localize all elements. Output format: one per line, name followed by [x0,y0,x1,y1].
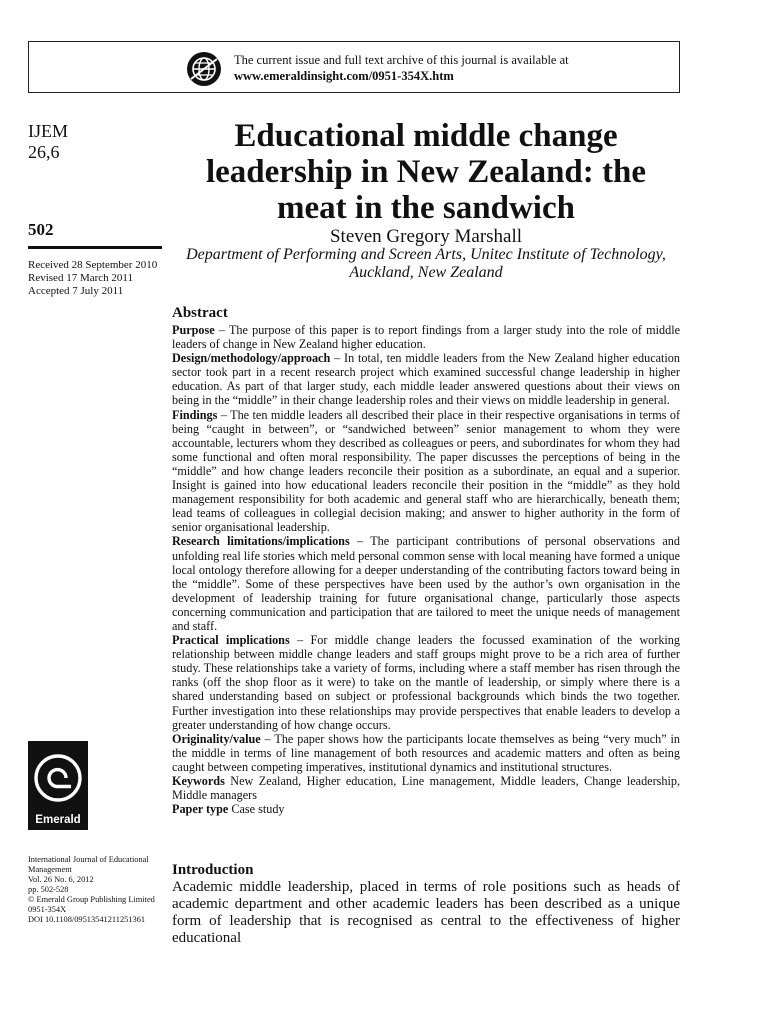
author-affiliation: Department of Performing and Screen Arts, Unitec Institute of Technology, Auckland, New Zealand [186,246,666,281]
section-label: Findings [172,407,218,422]
section-label: Originality/value [172,731,261,746]
availability-text: The current issue and full text archive of this journal is available at [234,53,569,67]
section-separator: – [214,323,229,337]
received-date: Received 28 September 2010 [28,259,158,271]
section-label: Keywords [172,774,225,788]
section-label: Purpose [172,323,215,337]
section-text: The participant contributions of personal observations and unfolding real life stories which meld personal common sense with local meaning have formed a unique local ontology therefore allowing for a deeper understanding of the contributing factors toward being in the “middle”. Some of these perspectives have been used by the author’s own organisation in the development of leadership training for future organisational change, particularly those aspects concerning communication and participation that are tailored to meet the unique needs of management and staff. [172,534,681,633]
doi: DOI 10.1108/09513541211251361 [28,915,146,924]
author-name: Steven Gregory Marshall [329,226,523,247]
section-text: Case study [231,802,285,817]
abstract-heading: Abstract [172,305,228,321]
abstract-section [172,408,680,535]
copyright: © Emerald Group Publishing Limited [28,895,155,904]
section-separator: – [289,633,311,648]
section-label: Paper type [172,802,229,817]
volume-info: Vol. 26 No. 6, 2012 [28,875,94,884]
issn: 0951-354X [28,905,67,914]
publication-info [28,855,168,925]
article-dates [28,259,157,298]
page-number: 502 [28,220,54,239]
accepted-date: Accepted 7 July 2011 [28,285,124,297]
globe-icon [186,51,222,87]
volume-issue: 26,6 [28,142,60,162]
abstract-section [172,633,680,732]
journal-code [28,121,68,163]
abstract-section [172,732,680,774]
section-text: The purpose of this paper is to report findings from a larger study into the role of middle leaders of change in New Zealand higher education. [172,323,680,352]
abstract-section [172,534,680,633]
journal-name-cont: Management [28,865,72,874]
section-text: New Zealand, Higher education, Line management, Middle leaders, Change leadership, Middle managers [172,774,680,803]
page-range: pp. 502-528 [28,885,69,894]
article-title: Educational middle change leadership in New Zealand: the meat in the sandwich [205,118,647,226]
journal-url-link[interactable]: www.emeraldinsight.com/0951-354X.htm [234,69,454,83]
abstract-section [172,351,680,407]
emerald-logo [28,741,88,830]
introduction-text: Academic middle leadership, placed in terms of role positions such as heads of academic department and other academic leaders has been described as a unique form of leadership that is recognised as central to the effectiveness of higher educational [172,879,680,946]
journal-name: International Journal of Educational [28,855,149,864]
section-label: Design/methodology/approach [172,351,331,366]
section-separator: – [349,534,371,549]
section-text: For middle change leaders the focussed examination of the working relationship between middle change leaders and staff groups might prove to be a rich area of further study. These relationships take a variety of forms, including where a staff member has risen through the ranks (off the shop floor as it were) to take on the mantle of leadership, or simply where there is a shared understanding based on subject or professional backgrounds which binds the two together. Further investigation into these relationships may provide perspectives that enable leaders to develop a greater understanding of how change occurs. [172,633,680,732]
section-label: Research limitations/implications [172,534,350,549]
section-separator: – [217,407,231,422]
emerald-logo-text: Emerald [35,814,81,826]
section-separator: – [260,731,275,746]
section-text: The paper shows how the participants locate themselves as being “very much” in the middle in terms of line management of both resources and academic matters and often as being caught between competing imperatives, institutional dynamics and institutional structures. [172,731,680,774]
paper-type [172,802,680,816]
section-text: The ten middle leaders all described their place in their respective organisations in terms of being “caught in between”, or “sandwiched between” senior management to whom they were accountable, lecturers whom they described as colleagues or peers, and subordinates for whom they had some functional and often moral responsibility. The paper discusses the perceptions of being in the “middle” and how change leaders reconcile their position as a subordinate, an equal and a superior. Insight is gained into how educational leaders reconcile their position in the “middle” as they hold management responsibility for both academic and general staff who are hierarchically, beneath them; lead teams of colleagues in collegial decision making; and answer to higher authority in the form of senior organisational leadership. [172,407,681,535]
journal-abbrev: IJEM [28,121,68,141]
emerald-mark-icon [28,745,88,811]
revised-date: Revised 17 March 2011 [28,272,133,284]
sidebar-divider [28,246,162,249]
abstract-body [172,323,680,816]
abstract-section [172,323,680,351]
section-label: Practical implications [172,633,290,648]
keywords [172,774,680,802]
section-separator: – [330,351,345,366]
section-text: In total, ten middle leaders from the New Zealand higher education sector took part in a recent research project which examined successful change leadership in higher education. As part of that larger study, each middle leader answered questions about their views on being in the “middle” in their change leadership roles and their views on middle leadership in general. [172,351,680,408]
introduction-heading: Introduction [172,862,254,878]
